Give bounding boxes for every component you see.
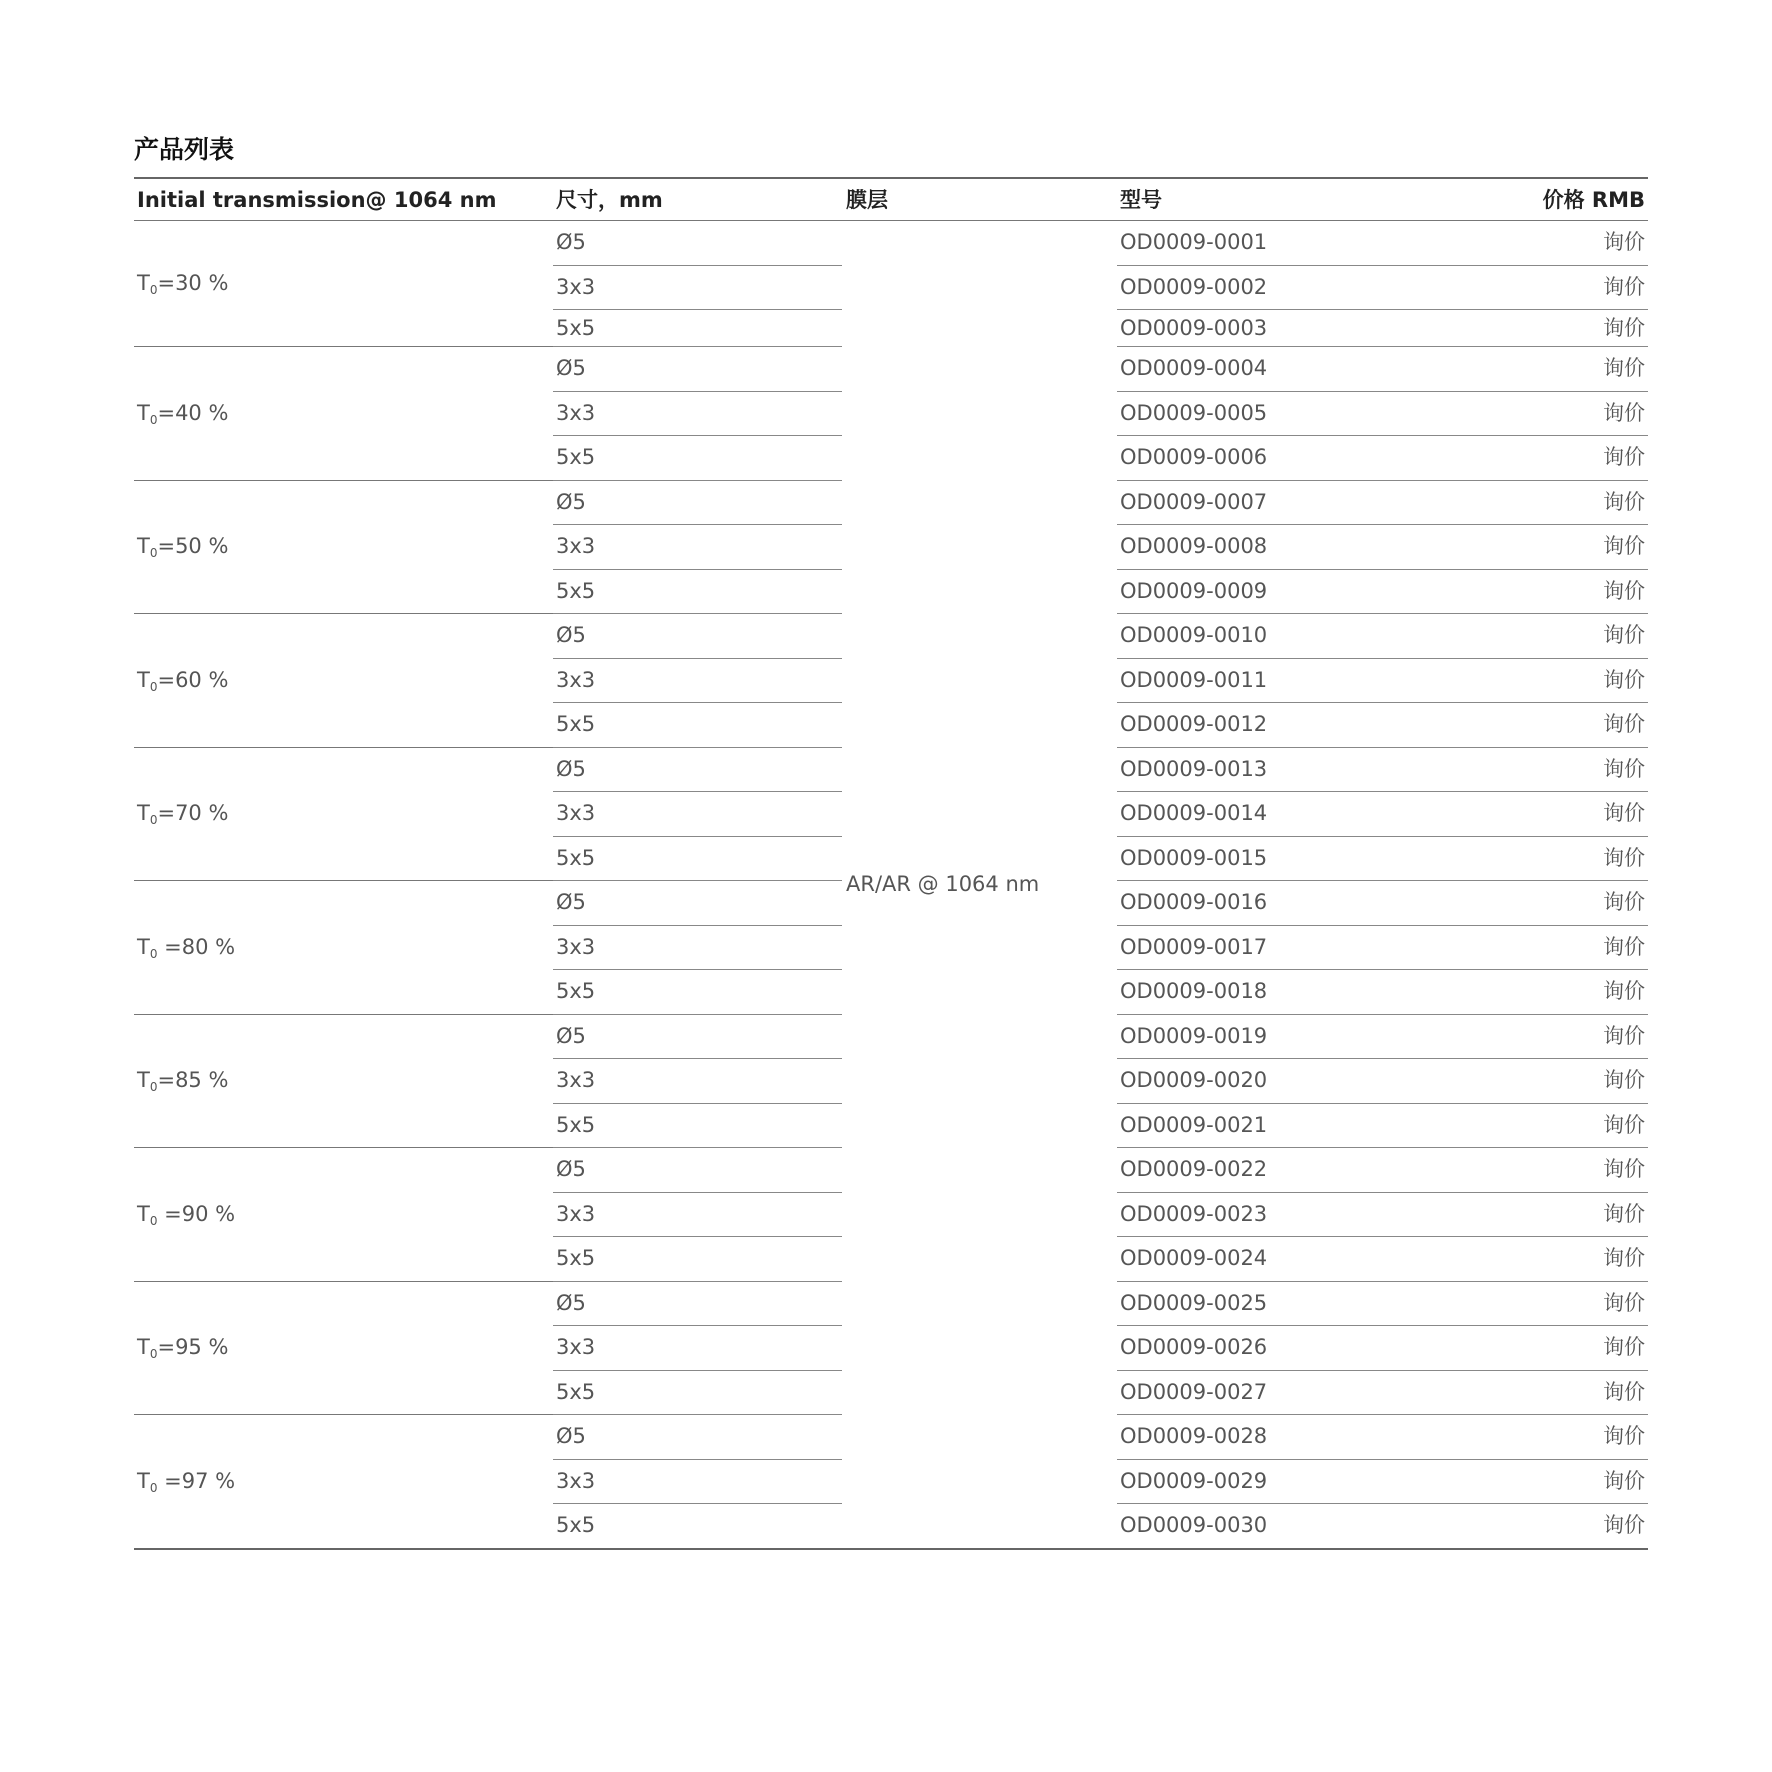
size-cell: 5x5 <box>556 578 596 603</box>
coating-cell: AR/AR @ 1064 nm <box>846 872 1040 896</box>
row-divider-model <box>1117 1459 1648 1460</box>
model-cell: OD0009-0008 <box>1120 534 1268 559</box>
price-cell: 询价 <box>1603 489 1645 514</box>
row-divider-size <box>553 1503 842 1504</box>
price-cell: 询价 <box>1603 845 1645 870</box>
model-cell: OD0009-0002 <box>1120 274 1268 299</box>
transmission-value: =70 % <box>157 801 229 826</box>
price-cell: 询价 <box>1603 230 1645 255</box>
price-cell: 询价 <box>1603 1424 1645 1449</box>
row-divider-model <box>1117 1370 1648 1371</box>
model-cell: OD0009-0017 <box>1120 934 1268 959</box>
size-cell: Ø5 <box>556 1424 586 1449</box>
size-cell: 5x5 <box>556 315 596 340</box>
price-cell: 询价 <box>1603 1513 1645 1538</box>
row-divider-size <box>553 265 842 266</box>
transmission-value: =90 % <box>157 1201 236 1226</box>
model-cell: OD0009-0012 <box>1120 712 1268 737</box>
model-cell: OD0009-0007 <box>1120 489 1268 514</box>
transmission-cell <box>137 667 228 700</box>
price-cell: 询价 <box>1603 356 1645 381</box>
price-cell: 询价 <box>1603 400 1645 425</box>
transmission-symbol: T <box>137 1335 150 1360</box>
model-cell: OD0009-0024 <box>1120 1246 1268 1271</box>
transmission-symbol: T <box>137 400 150 425</box>
size-cell: 5x5 <box>556 845 596 870</box>
row-divider-model <box>1117 391 1648 392</box>
price-cell: 询价 <box>1603 1112 1645 1137</box>
model-cell: OD0009-0009 <box>1120 578 1268 603</box>
size-cell: Ø5 <box>556 756 586 781</box>
transmission-subscript: 0 <box>149 283 158 297</box>
row-divider-size <box>553 836 842 837</box>
transmission-cell <box>137 934 235 967</box>
group-divider-transmission <box>134 346 553 347</box>
row-divider-size <box>553 524 842 525</box>
group-divider-transmission <box>134 1281 553 1282</box>
price-cell: 询价 <box>1603 1246 1645 1271</box>
size-cell: 3x3 <box>556 1335 596 1360</box>
transmission-value: =60 % <box>157 667 229 692</box>
price-cell: 询价 <box>1603 445 1645 470</box>
transmission-value: =50 % <box>157 534 229 559</box>
row-divider-size <box>553 658 842 659</box>
group-divider-model <box>1117 1014 1648 1015</box>
row-divider-size <box>553 309 842 310</box>
price-cell: 询价 <box>1603 534 1645 559</box>
group-divider-model <box>1117 880 1648 881</box>
row-divider-model <box>1117 791 1648 792</box>
model-cell: OD0009-0006 <box>1120 445 1268 470</box>
transmission-cell <box>137 1468 235 1501</box>
size-cell: Ø5 <box>556 1157 586 1182</box>
row-divider-size <box>553 569 842 570</box>
model-cell: OD0009-0010 <box>1120 623 1268 648</box>
transmission-symbol: T <box>137 667 150 692</box>
transmission-symbol: T <box>137 1468 150 1493</box>
size-cell: 5x5 <box>556 1112 596 1137</box>
price-cell: 询价 <box>1603 1157 1645 1182</box>
model-cell: OD0009-0020 <box>1120 1068 1268 1093</box>
group-divider-transmission <box>134 1014 553 1015</box>
model-cell: OD0009-0025 <box>1120 1290 1268 1315</box>
group-divider-size <box>553 613 842 614</box>
size-cell: 3x3 <box>556 1068 596 1093</box>
model-cell: OD0009-0005 <box>1120 400 1268 425</box>
price-cell: 询价 <box>1603 1201 1645 1226</box>
row-divider-size <box>553 702 842 703</box>
header-transmission: Initial transmission@ 1064 nm <box>137 187 497 212</box>
price-cell: 询价 <box>1603 274 1645 299</box>
model-cell: OD0009-0029 <box>1120 1468 1268 1493</box>
model-cell: OD0009-0028 <box>1120 1424 1268 1449</box>
header-coating: 膜层 <box>846 187 888 212</box>
header-price: 价格 RMB <box>1542 187 1645 212</box>
row-divider-model <box>1117 569 1648 570</box>
row-divider-size <box>553 1459 842 1460</box>
transmission-cell <box>137 1201 235 1234</box>
price-cell: 询价 <box>1603 1023 1645 1048</box>
model-cell: OD0009-0014 <box>1120 801 1268 826</box>
group-divider-size <box>553 1414 842 1415</box>
row-divider-model <box>1117 1503 1648 1504</box>
transmission-subscript: 0 <box>149 1480 158 1495</box>
group-divider-size <box>553 1014 842 1015</box>
transmission-symbol: T <box>137 801 150 826</box>
size-cell: 3x3 <box>556 801 596 826</box>
transmission-value: =40 % <box>157 400 229 425</box>
row-divider-size <box>553 1103 842 1104</box>
row-divider-size <box>553 435 842 436</box>
size-cell: 5x5 <box>556 1513 596 1538</box>
table-bottom-rule <box>134 1548 1648 1550</box>
row-divider-model <box>1117 1236 1648 1237</box>
price-cell: 询价 <box>1603 801 1645 826</box>
size-cell: 3x3 <box>556 1468 596 1493</box>
model-cell: OD0009-0030 <box>1120 1513 1268 1538</box>
price-cell: 询价 <box>1603 667 1645 692</box>
row-divider-size <box>553 1370 842 1371</box>
row-divider-model <box>1117 435 1648 436</box>
transmission-symbol: T <box>137 534 150 559</box>
table-top-rule <box>134 177 1648 179</box>
row-divider-size <box>553 969 842 970</box>
model-cell: OD0009-0018 <box>1120 979 1268 1004</box>
price-cell: 询价 <box>1603 1290 1645 1315</box>
group-divider-transmission <box>134 1414 553 1415</box>
group-divider-model <box>1117 480 1648 481</box>
price-cell: 询价 <box>1603 890 1645 915</box>
transmission-cell <box>137 270 228 303</box>
size-cell: Ø5 <box>556 230 586 255</box>
size-cell: 5x5 <box>556 1379 596 1404</box>
price-cell: 询价 <box>1603 756 1645 781</box>
row-divider-model <box>1117 1192 1648 1193</box>
transmission-subscript: 0 <box>149 546 158 561</box>
row-divider-model <box>1117 309 1648 310</box>
size-cell: 5x5 <box>556 1246 596 1271</box>
group-divider-size <box>553 480 842 481</box>
price-cell: 询价 <box>1603 712 1645 737</box>
row-divider-model <box>1117 524 1648 525</box>
row-divider-model <box>1117 969 1648 970</box>
row-divider-model <box>1117 265 1648 266</box>
transmission-value: =95 % <box>157 1335 229 1360</box>
transmission-subscript: 0 <box>149 1347 158 1362</box>
group-divider-model <box>1117 1414 1648 1415</box>
transmission-subscript: 0 <box>149 813 158 828</box>
model-cell: OD0009-0013 <box>1120 756 1268 781</box>
row-divider-size <box>553 1236 842 1237</box>
group-divider-model <box>1117 613 1648 614</box>
model-cell: OD0009-0016 <box>1120 890 1268 915</box>
row-divider-model <box>1117 1325 1648 1326</box>
price-cell: 询价 <box>1603 1379 1645 1404</box>
group-divider-transmission <box>134 747 553 748</box>
transmission-cell <box>137 1067 228 1100</box>
row-divider-model <box>1117 836 1648 837</box>
transmission-value: =85 % <box>157 1068 229 1093</box>
group-divider-model <box>1117 346 1648 347</box>
transmission-subscript: 0 <box>149 412 158 427</box>
size-cell: 5x5 <box>556 445 596 470</box>
size-cell: 3x3 <box>556 1201 596 1226</box>
transmission-cell <box>137 1334 228 1367</box>
size-cell: 3x3 <box>556 534 596 559</box>
model-cell: OD0009-0019 <box>1120 1023 1268 1048</box>
transmission-symbol: T <box>137 934 150 959</box>
group-divider-transmission <box>134 1147 553 1148</box>
size-cell: 5x5 <box>556 712 596 737</box>
header-bottom-rule <box>134 220 1648 221</box>
group-divider-size <box>553 1147 842 1148</box>
price-cell: 询价 <box>1603 1335 1645 1360</box>
size-cell: Ø5 <box>556 1023 586 1048</box>
size-cell: 3x3 <box>556 400 596 425</box>
size-cell: Ø5 <box>556 890 586 915</box>
group-divider-model <box>1117 1281 1648 1282</box>
model-cell: OD0009-0022 <box>1120 1157 1268 1182</box>
transmission-cell <box>137 800 228 833</box>
group-divider-size <box>553 747 842 748</box>
header-size: 尺寸，mm <box>556 187 663 212</box>
size-cell: Ø5 <box>556 1290 586 1315</box>
group-divider-model <box>1117 747 1648 748</box>
transmission-cell <box>137 400 228 433</box>
row-divider-size <box>553 1325 842 1326</box>
price-cell: 询价 <box>1603 623 1645 648</box>
model-cell: OD0009-0027 <box>1120 1379 1268 1404</box>
transmission-symbol: T <box>137 1201 150 1226</box>
row-divider-size <box>553 1192 842 1193</box>
transmission-value: =80 % <box>157 934 236 959</box>
model-cell: OD0009-0021 <box>1120 1112 1268 1137</box>
row-divider-model <box>1117 1058 1648 1059</box>
size-cell: 3x3 <box>556 274 596 299</box>
header-model: 型号 <box>1120 187 1162 212</box>
size-cell: Ø5 <box>556 356 586 381</box>
size-cell: 5x5 <box>556 979 596 1004</box>
group-divider-transmission <box>134 480 553 481</box>
model-cell: OD0009-0015 <box>1120 845 1268 870</box>
model-cell: OD0009-0004 <box>1120 356 1268 381</box>
transmission-subscript: 0 <box>149 679 158 694</box>
transmission-value: =97 % <box>157 1468 236 1493</box>
price-cell: 询价 <box>1603 934 1645 959</box>
transmission-cell <box>137 533 228 566</box>
size-cell: Ø5 <box>556 623 586 648</box>
model-cell: OD0009-0003 <box>1120 315 1268 340</box>
row-divider-model <box>1117 925 1648 926</box>
price-cell: 询价 <box>1603 1068 1645 1093</box>
price-cell: 询价 <box>1603 315 1645 340</box>
size-cell: 3x3 <box>556 667 596 692</box>
row-divider-model <box>1117 702 1648 703</box>
price-cell: 询价 <box>1603 1468 1645 1493</box>
group-divider-transmission <box>134 613 553 614</box>
model-cell: OD0009-0011 <box>1120 667 1268 692</box>
model-cell: OD0009-0026 <box>1120 1335 1268 1360</box>
group-divider-transmission <box>134 880 553 881</box>
transmission-subscript: 0 <box>149 1080 158 1095</box>
group-divider-size <box>553 1281 842 1282</box>
row-divider-model <box>1117 658 1648 659</box>
row-divider-size <box>553 791 842 792</box>
price-cell: 询价 <box>1603 979 1645 1004</box>
group-divider-size <box>553 346 842 347</box>
row-divider-size <box>553 391 842 392</box>
group-divider-size <box>553 880 842 881</box>
transmission-symbol: T <box>137 271 150 295</box>
row-divider-model <box>1117 1103 1648 1104</box>
transmission-subscript: 0 <box>149 1213 158 1228</box>
row-divider-size <box>553 1058 842 1059</box>
model-cell: OD0009-0001 <box>1120 230 1268 255</box>
transmission-value: =30 % <box>157 271 229 295</box>
transmission-subscript: 0 <box>149 946 158 961</box>
row-divider-size <box>553 925 842 926</box>
size-cell: 3x3 <box>556 934 596 959</box>
size-cell: Ø5 <box>556 489 586 514</box>
transmission-symbol: T <box>137 1068 150 1093</box>
price-cell: 询价 <box>1603 578 1645 603</box>
model-cell: OD0009-0023 <box>1120 1201 1268 1226</box>
group-divider-model <box>1117 1147 1648 1148</box>
page-title: 产品列表 <box>134 135 235 164</box>
